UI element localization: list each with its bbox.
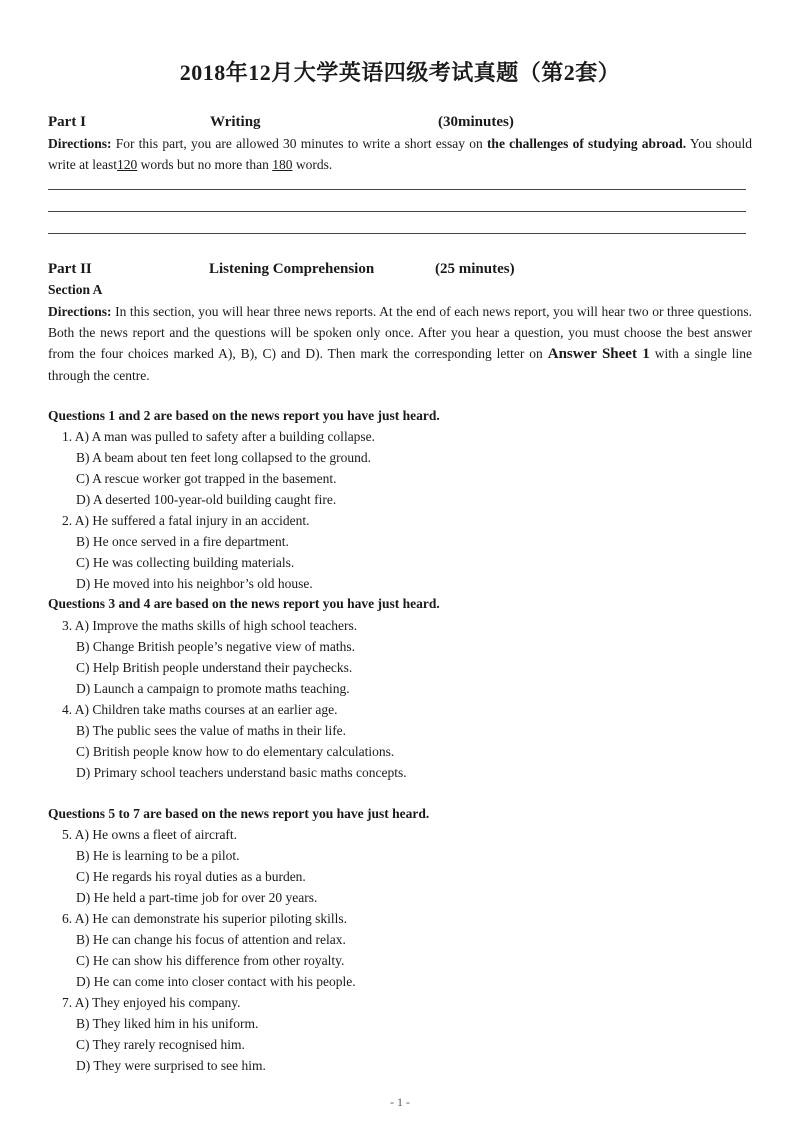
part1-label: Part I: [48, 114, 86, 130]
directions-text: words but no more than: [137, 157, 273, 172]
directions-text: For this part, you are allowed 30 minutes to write a short essay on: [111, 136, 487, 151]
question-option: D) A deserted 100-year-old building caught fire.: [76, 492, 337, 507]
question-option: 3. A) Improve the maths skills of high school teachers.: [62, 618, 358, 633]
question-option: B) He once served in a fire department.: [76, 534, 289, 549]
part2-directions: [48, 301, 752, 386]
part1-name: Writing: [210, 114, 261, 130]
directions-text: In this section, you will hear three news reports. At the end of each news report, you will hear two or three questions. Both the news report and the questions will be spoken only once. After you hear a question, you must choose the best answer from the four choices marked A), B), C) and D). Then mark the corresponding letter on: [48, 304, 752, 361]
max-words: 180: [272, 157, 293, 172]
question-option: C) He can show his difference from other royalty.: [76, 953, 345, 968]
question-option: D) Launch a campaign to promote maths teaching.: [76, 681, 350, 696]
question-option: 1. A) A man was pulled to safety after a building collapse.: [62, 429, 376, 444]
question-option: 2. A) He suffered a fatal injury in an accident.: [62, 513, 310, 528]
part1-time: (30minutes): [438, 114, 514, 130]
question-option: B) He is learning to be a pilot.: [76, 848, 240, 863]
writing-line: [48, 233, 746, 234]
writing-line: [48, 189, 746, 190]
question-option: B) Change British people’s negative view of maths.: [76, 639, 355, 654]
writing-line: [48, 211, 746, 212]
essay-topic: the challenges of studying abroad.: [486, 136, 687, 151]
question-option: 7. A) They enjoyed his company.: [62, 995, 241, 1010]
question-option: 5. A) He owns a fleet of aircraft.: [62, 827, 238, 842]
directions-text: You should write at least: [48, 136, 753, 172]
question-option: B) A beam about ten feet long collapsed to the ground.: [76, 450, 372, 465]
part2-label: Part II: [48, 261, 92, 277]
page-number: - 1 -: [390, 1095, 410, 1109]
question-option: C) British people know how to do elementary calculations.: [76, 744, 395, 759]
question-group-header: Questions 3 and 4 are based on the news report you have just heard.: [48, 596, 440, 611]
question-option: C) They rarely recognised him.: [76, 1037, 245, 1052]
part1-directions: [48, 133, 752, 175]
question-option: B) They liked him in his uniform.: [76, 1016, 259, 1031]
question-option: C) Help British people understand their paychecks.: [76, 660, 353, 675]
question-option: D) Primary school teachers understand basic maths concepts.: [76, 765, 407, 780]
part2-time: (25 minutes): [435, 261, 515, 277]
question-option: D) They were surprised to see him.: [76, 1058, 266, 1073]
question-option: B) The public sees the value of maths in their life.: [76, 723, 347, 738]
question-option: 4. A) Children take maths courses at an earlier age.: [62, 702, 338, 717]
answer-sheet-label: Answer Sheet 1: [547, 346, 650, 362]
part1-header: [48, 114, 748, 134]
directions-label: Directions:: [48, 136, 112, 151]
question-group-header: Questions 1 and 2 are based on the news report you have just heard.: [48, 408, 440, 423]
question-option: C) He was collecting building materials.: [76, 555, 295, 570]
directions-text: with a single line through the centre.: [48, 346, 752, 383]
question-option: C) A rescue worker got trapped in the basement.: [76, 471, 337, 486]
directions-text: words.: [292, 157, 333, 172]
question-option: D) He held a part-time job for over 20 years.: [76, 890, 318, 905]
question-option: B) He can change his focus of attention and relax.: [76, 932, 346, 947]
question-option: 6. A) He can demonstrate his superior piloting skills.: [62, 911, 347, 926]
question-option: C) He regards his royal duties as a burden.: [76, 869, 306, 884]
page-title: 2018年12月大学英语四级考试真题（第2套）: [179, 60, 621, 85]
question-group-header: Questions 5 to 7 are based on the news report you have just heard.: [48, 806, 430, 821]
min-words: 120: [116, 157, 138, 172]
part2-header: [48, 261, 748, 281]
part2-name: Listening Comprehension: [209, 261, 375, 277]
question-option: D) He moved into his neighbor’s old house.: [76, 576, 313, 591]
question-option: D) He can come into closer contact with his people.: [76, 974, 356, 989]
section-a-label: Section A: [48, 282, 103, 297]
directions-label: Directions:: [48, 304, 112, 319]
